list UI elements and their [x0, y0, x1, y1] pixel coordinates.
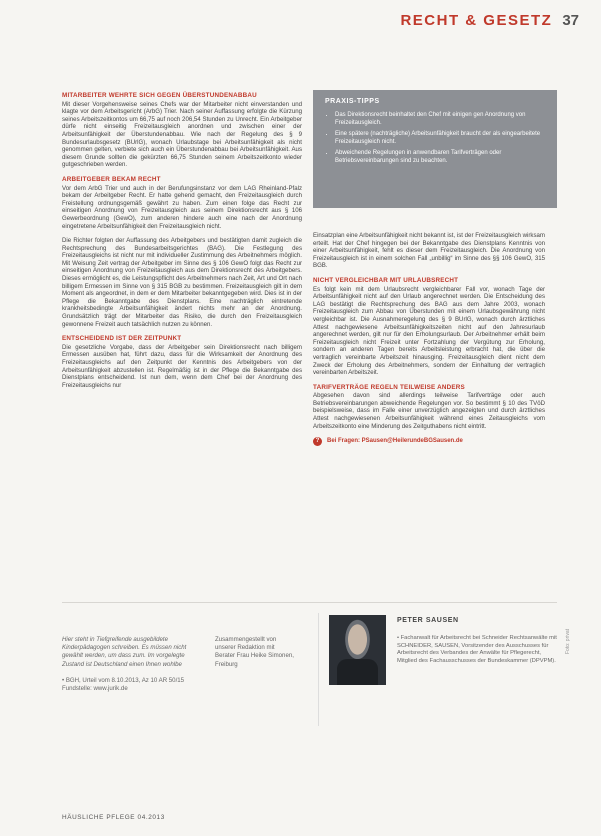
tips-title: PRAXIS-TIPPS	[313, 90, 557, 107]
section-heading: ARBEITGEBER BEKAM RECHT	[62, 175, 161, 183]
section-paragraph: Die gesetzliche Vorgabe, dass der Arbeitgeber sein Direktionsrecht nach billigem Ermessen ausüben hat, führt dazu, dass für die Wirksamkeit der Anordnung des Freizeitausgleichs auf den Zeitpunkt der Kenntnis des Arbeitgebers von der Arbeitsunfähigkeit abzustellen ist. Regelmäßig ist in der Pflege die Bekanntgabe des Dienstplans entscheidend. Ist nun dem, wenn dem Chef bei der Anordnung des Freizeitausgleichs nur	[62, 343, 302, 389]
section-paragraph: Es folgt kein mit dem Urlaubsrecht vergleichbarer Fall vor, wonach Tage der Arbeitsunfähigkeit nicht auf den Urlaub angerechnet werden. Die Entscheidung des LAG bestätigt die Rechtsprechung des BAG aus dem Jahre 2003, wonach Freizeitausgleich zum Abbau von Überstunden mit einem Urlaubsgewährung nicht vergleichbar ist. Die Ausnahmeregelung des § 9 BUrlG, wonach durch ärztliches Attest nachgewiesene Arbeitsunfähigkeitszeiten nicht auf den Jahresurlaub angerechnet werden, gilt nur für den Erholungsurlaub. Der Arbeitnehmer erhält beim Freizeitausgleich nicht Freizeit unter Fortzahlung der Vergütung zur Erholung, sondern an anderen Tagen bereits Arbeitsleistung erbracht hat, die über die vertraglich vereinbarte Arbeitszeit hinausging. Freizeitausgleich dient nicht dem Zweck der Erholung des Arbeitnehmers, sondern der Einhaltung der vertraglich vereinbarten Arbeitszeit.	[313, 285, 545, 377]
section-paragraph: Vor dem ArbG Trier und auch in der Berufungsinstanz vor dem LAG Rheinland-Pfalz bekam der Arbeitgeber Recht. Er hatte gehend gemacht, den Freizeitausgleich durch Freistellung ordnungsgemäß gewährt zu haben. Zum einen folge das Recht zur einseitigen Anordnung von Freizeitausgleich aus seinem Direktionsrecht aus § 106 Gewerbeordnung (GewO), zum anderen hindere auch eine nach der Anordnung eingetretene Arbeitsunfähigkeit den Freizeitausgleich nicht.	[62, 184, 302, 230]
section-heading: MITARBEITER WEHRTE SICH GEGEN ÜBERSTUNDENABBAU	[62, 92, 257, 99]
page-header	[400, 12, 579, 29]
section-heading: ENTSCHEIDEND IST DER ZEITPUNKT	[62, 335, 182, 343]
note-source: Fundstelle: www.jurik.de	[62, 685, 128, 693]
left-column	[62, 92, 302, 396]
contact-question[interactable]	[313, 437, 545, 446]
divider	[62, 602, 557, 603]
section-paragraph: Mit dieser Vorgehensweise seines Chefs war der Mitarbeiter nicht einverstanden und klagte vor dem Arbeitsgericht (ArbG) Trier. Nach seiner Auffassung erfolgte die Kürzung seines Arbeitszeitkontos um 66,75 auf noch 206,54 Stunden zu Unrecht. Ein Arbeitgeber dürfe nicht einseitig Freizeitausgleich anordnen und zwischen einer der Arbeitsunfähigkeit der Überstundenabbau. Wie nach der Regelung des § 9 Bundesurlaubsgesetz (BUrlG), wonach Urlaubstage bei Arbeitsunfähigkeit als nicht genommen gelten, verbiete sich auch ein Überstundenabbau bei Arbeitsunfähigkeit. Aus diesem Grunde sollten die gekürzten 66,75 Stunden seinem Arbeitszeitkonto wieder gutgeschrieben werden.	[62, 100, 302, 169]
section-paragraph: Einsatzplan eine Arbeitsunfähigkeit nicht bekannt ist, ist der Freizeitausgleich wirksam erteilt. Hat der Chef hingegen bei der Bekanntgabe des Dienstplans Kenntnis von einer Arbeitsunfähigkeit, fehlt es dieser dem Freizeitausgleich. Die Anordnung von Freizeitausgleich ist in einem solchen Fall „unbillig“ im Sinne des §§ 106 GewO, 315 BGB.	[313, 232, 545, 270]
photo-credit: Foto: privat	[565, 628, 571, 654]
tip-item: • Eine spätere (nachträgliche) Arbeitsunfähigkeit braucht der als eingearbeitete Freizeitausgleich nicht.	[335, 130, 547, 146]
question-icon: ?	[313, 437, 322, 446]
author-box	[318, 613, 563, 726]
tips-list	[313, 111, 557, 165]
section-paragraph: Die Richter folgten der Auffassung des Arbeitgebers und bestätigten damit zugleich die Rechtsprechung des Bundesarbeitsgerichtes (BAG). Die Festlegung des Freizeitausgleichs ist nicht nur mit individueller Zustimmung des Arbeitnehmers möglich. Mit Weisung Zeit vertrag der Arbeitgeber im Sinne des § 106 GewO folgt das Recht zur einseitigen Anordnung von Freizeitausgleich aus dem Direktionsrecht des Arbeitgebers. Dieses ermöglicht es, die Leistungspflicht des Arbeitnehmers nach Zeit, Art und Ort nach billigem Ermessen im Sinne von § 315 BGB zu bestimmen. Freizeitausgleich gilt in dem Moment als angeordnet, in dem er dem Mitarbeiter bekanntgegeben wird. Dies ist in der Pflege die Bekanntgabe des Dienstplans. Eine nachträglich eintretende krankheitsbedingte Arbeitsunfähigkeit ändert nichts mehr an der Anordnung. Grundsätzlich trägt der Mitarbeiter das Risiko, die durch den Freizeitausgleich gewonnene Freizeit auch tatsächlich nutzen zu können.	[62, 237, 302, 328]
note-reference: • BGH, Urteil vom 8.10.2013, Az 10 AR 50/15	[62, 676, 185, 684]
contact-email[interactable]: Bei Fragen: PSausen@HeilerundeBGSausen.de	[327, 437, 463, 444]
author-name: PETER SAUSEN	[397, 617, 459, 624]
side-note: Zusammengestellt von unserer Redaktion mit Berater Frau Heike Simonen, Freiburg	[215, 636, 294, 668]
practice-tips-box	[313, 90, 557, 208]
author-bio: • Fachanwalt für Arbeitsrecht bei Schneider Rechtsanwälte mit SCHNEIDER, SAUSEN, Vorsitzender des Ausschusses für Arbeitsrecht des Verbandes der Anwälte für Pflegerecht, Mitglied des Fachausschusses der Bundeskammer (DPVPM).	[397, 635, 557, 664]
author-photo	[329, 615, 386, 685]
page-footer: HÄUSLICHE PFLEGE 04.2013	[62, 814, 165, 821]
tip-item: • Abweichende Regelungen in anwendbaren Tarifverträgen oder Betriebsvereinbarungen sind zu beachten.	[335, 149, 547, 165]
right-column	[313, 232, 545, 446]
section-heading: NICHT VERGLEICHBAR MIT URLAUBSRECHT	[313, 276, 459, 284]
note-italic-text: Hier steht in Tiefgreifende ausgebildete Kinderpädagogen schreiben. Es müssen nicht gewählt werden, um dass zum. Im vorgelegte Zustand ist Deutschland einen Ihnen wohlbe	[62, 636, 187, 668]
section-heading: TARIFVERTRÄGE REGELN TEILWEISE ANDERS	[313, 383, 465, 391]
page-number: 37	[562, 12, 579, 29]
section-paragraph: Abgesehen davon sind allerdings teilweise Tarifverträge oder auch Betriebsvereinbarungen abweichende Regelungen vor. So bestimmt § 10 des TVöD beispielsweise, dass im Falle einer unverzüglich angezeigten und durch ärztliches Attest nachgewiesenen Arbeitsunfähigkeit während eines Zeitausgleichs vom Arbeitszeitkonto eine Minderung des Zeitguthabens nicht eintritt.	[313, 392, 545, 430]
tip-item: • Das Direktionsrecht beinhaltet den Chef mit einigen gen Anordnung von Freizeitausgleich.	[335, 111, 547, 127]
section-title: RECHT & GESETZ	[400, 12, 553, 29]
bottom-note	[62, 636, 202, 693]
